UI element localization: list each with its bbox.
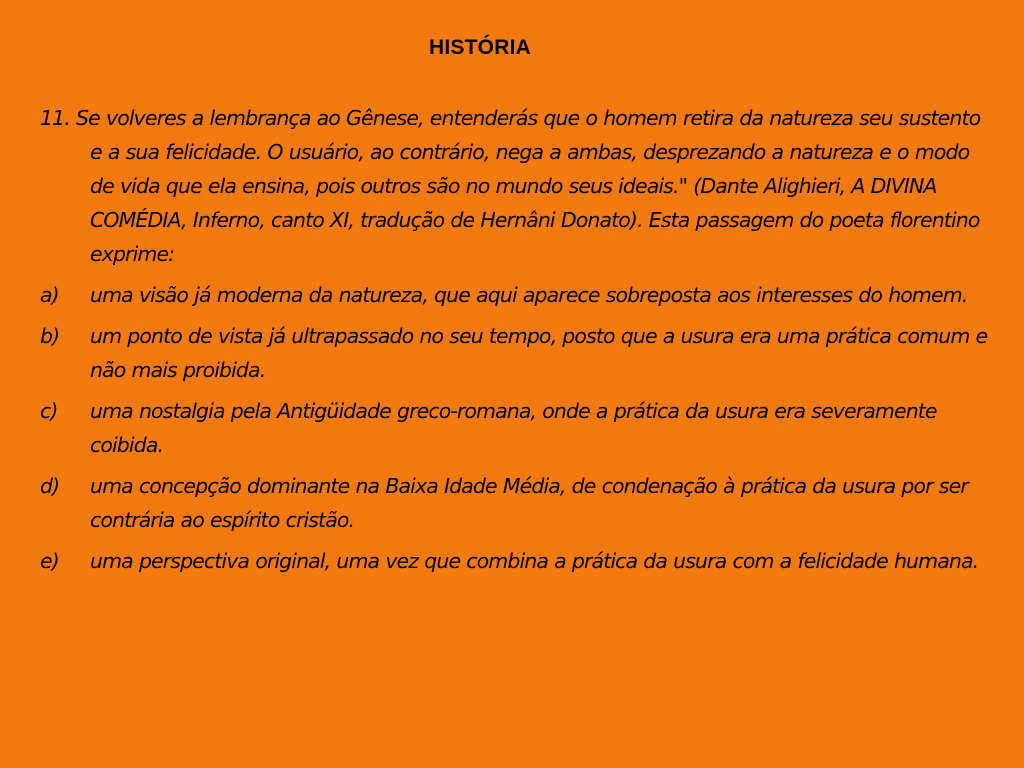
- option-text: uma nostalgia pela Antigüidade greco-romana, onde a prática da usura era severamente coibida.: [90, 399, 937, 457]
- option-a: [40, 278, 990, 312]
- option-letter: c): [40, 399, 58, 423]
- option-d: [40, 469, 990, 537]
- option-letter: d): [40, 474, 60, 498]
- option-text: uma concepção dominante na Baixa Idade Média, de condenação à prática da usura por ser contrária ao espírito cristão.: [90, 474, 968, 532]
- option-letter: a): [40, 283, 59, 307]
- option-c: [40, 394, 990, 462]
- slide-title: HISTÓRIA: [429, 36, 531, 59]
- option-e: [40, 544, 990, 578]
- option-letter: e): [40, 549, 59, 573]
- option-text: uma visão já moderna da natureza, que aqui aparece sobreposta aos interesses do homem.: [90, 283, 968, 307]
- option-b: [40, 319, 990, 387]
- question-paragraph: [40, 101, 990, 271]
- question-block: [40, 101, 990, 578]
- option-text: um ponto de vista já ultrapassado no seu tempo, posto que a usura era uma prática comum e não mais proibida.: [90, 324, 988, 382]
- question-text: 11. Se volveres a lembrança ao Gênese, entenderás que o homem retira da natureza seu sustento e a sua felicidade. O usuário, ao contrário, nega a ambas, desprezando a natureza e o modo de vida que ela ensina, pois outros são no mundo seus ideais." (Dante Alighieri, A DIVINA COMÉDIA, Inferno, canto XI, tradução de Hernâni Donato). Esta passagem do poeta florentino exprime:: [40, 106, 981, 266]
- option-letter: b): [40, 324, 60, 348]
- option-text: uma perspectiva original, uma vez que combina a prática da usura com a felicidade humana.: [90, 549, 979, 573]
